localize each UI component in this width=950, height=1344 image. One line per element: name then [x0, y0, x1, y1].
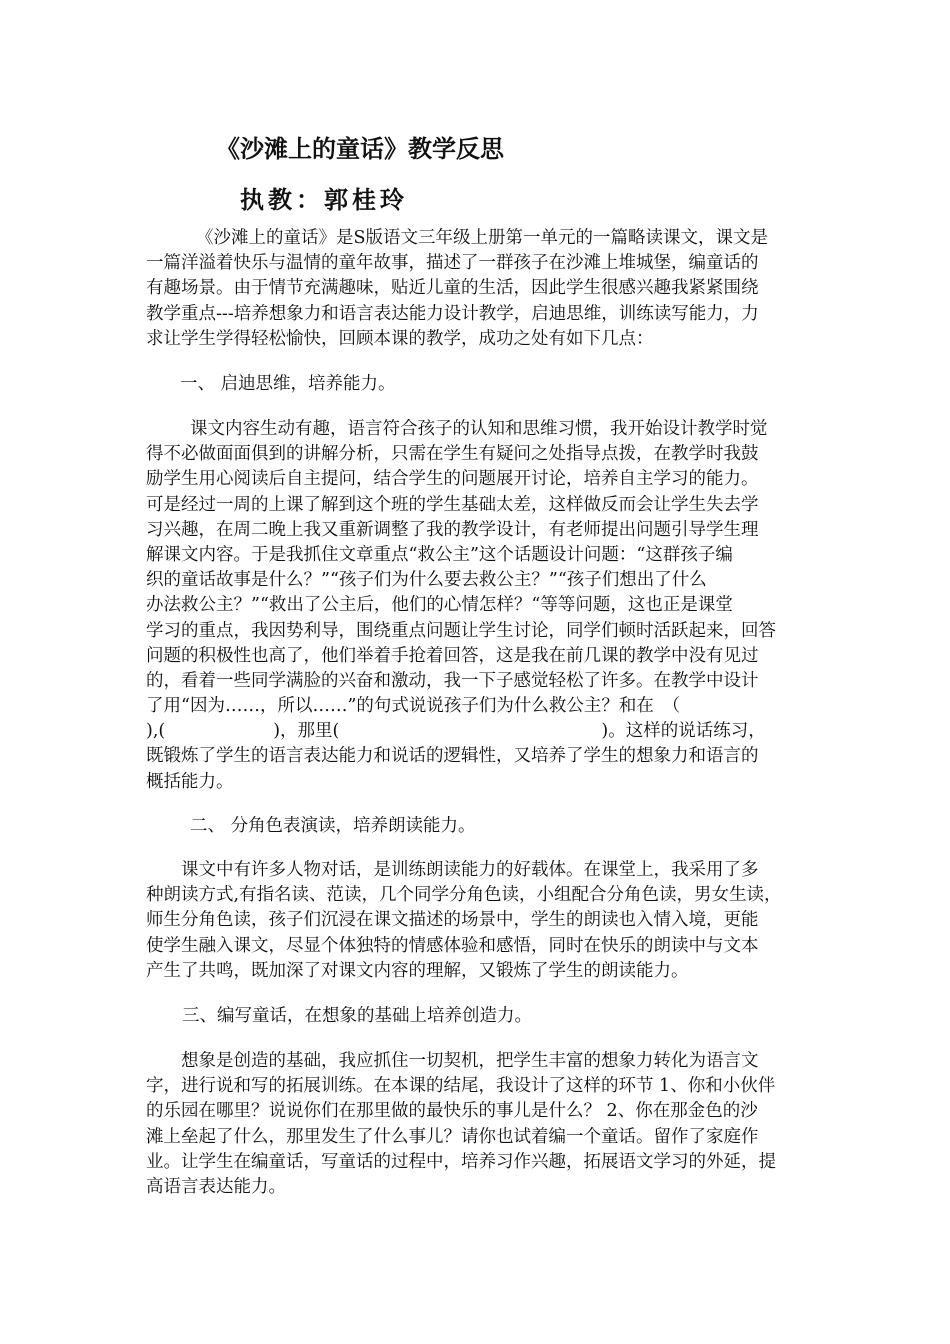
paragraph-line: 的，看着一些同学满脸的兴奋和激动，我一下子感觉轻松了许多。在教学中设计 — [146, 670, 759, 691]
paragraph-line: 可是经过一周的上课了解到这个班的学生基础太差，这样做反而会让学生失去学 — [146, 494, 759, 515]
fill-in-blank-line — [146, 719, 810, 744]
intro-paragraph — [146, 226, 810, 352]
paragraph-line: 一篇洋溢着快乐与温情的童年故事，描述了一群孩子在沙滩上堆城堡，编童话的 — [146, 253, 759, 274]
blank-segment: ),( — [146, 721, 166, 742]
paragraph-line: 产生了共鸣，既加深了对课文内容的理解，又锻炼了学生的朗读能力。 — [146, 960, 689, 981]
paragraph-line: 使学生融入课文，尽显个体独特的情感体验和感悟，同时在快乐的朗读中与文本 — [146, 935, 759, 956]
paragraph-line: 的乐园在哪里？说说你们在那里做的最快乐的事儿是什么？ 2、你在那金色的沙 — [146, 1101, 758, 1122]
section-heading-2: 二、 分角色表演读，培养朗读能力。 — [190, 816, 476, 836]
section-2-paragraph — [146, 858, 810, 984]
paragraph-line: 了用“因为……，所以……”的句式说说孩子们为什么救公主？和在 （ — [146, 696, 681, 717]
paragraph-line: 解课文内容。于是我抓住文章重点“救公主”这个话题设计问题：“这群孩子编 — [146, 544, 733, 565]
blank-segment: )，那里( — [273, 721, 340, 742]
paragraph-line: 问题的积极性也高了，他们举着手抢着回答，这是我在前几课的教学中没有见过 — [146, 645, 759, 666]
section-heading-3: 三、编写童话，在想象的基础上培养创造力。 — [182, 1006, 532, 1026]
paragraph-line: 《沙滩上的童话》是S版语文三年级上册第一单元的一篇略读课文，课文是 — [196, 228, 768, 248]
paragraph-line: 求让学生学得轻松愉快，回顾本课的教学，成功之处有如下几点： — [146, 328, 654, 349]
document-title: 《沙滩上的童话》教学反思 — [216, 135, 504, 163]
paragraph-line: 学习的重点，我因势利导，围绕重点问题让学生讨论，同学们顿时活跃起来，回答 — [146, 620, 776, 641]
paragraph-line: 既锻炼了学生的语言表达能力和说话的逻辑性，又培养了学生的想象力和语言的 — [146, 746, 759, 767]
section-3-paragraph — [146, 1049, 810, 1200]
paragraph-line: 高语言表达能力。 — [146, 1176, 286, 1197]
paragraph-line: 有趣场景。由于情节充满趣味，贴近儿童的生活，因此学生很感兴趣我紧紧围绕 — [146, 278, 759, 299]
section-1-paragraph — [146, 417, 810, 795]
paragraph-line: 励学生用心阅读后自主提问，结合学生的问题展开讨论，培养自主学习的能力。 — [146, 469, 759, 490]
paragraph-line: 得不必做面面俱到的讲解分析，只需在学生有疑问之处指导点拨，在教学时我鼓 — [146, 444, 759, 465]
blank-segment: )。这样的说话练习， — [601, 721, 766, 742]
paragraph-line: 滩上垒起了什么，那里发生了什么事儿？请你也试着编一个童话。留作了家庭作 — [146, 1126, 759, 1147]
paragraph-line: 办法救公主？”“救出了公主后，他们的心情怎样？“等等问题，这也正是课堂 — [146, 595, 733, 616]
paragraph-line: 织的童话故事是什么？”“孩子们为什么要去救公主？”“孩子们想出了什么 — [146, 570, 707, 591]
paragraph-line: 习兴趣，在周二晚上我又重新调整了我的教学设计，有老师提出问题引导学生理 — [146, 519, 759, 540]
paragraph-line: 教学重点---培养想象力和语言表达能力设计教学，启迪思维，训练读写能力，力 — [146, 303, 759, 324]
paragraph-line: 概括能力。 — [146, 771, 234, 792]
paragraph-line: 课文中有许多人物对话，是训练朗读能力的好载体。在课堂上，我采用了多 — [181, 860, 759, 880]
document-author: 执教：郭桂玲 — [240, 186, 408, 214]
paragraph-line: 想象是创造的基础，我应抓住一切契机，把学生丰富的想象力转化为语言文 — [181, 1051, 759, 1071]
paragraph-line: 种朗读方式,有指名读、范读，几个同学分角色读，小组配合分角色读，男女生读， — [146, 885, 782, 906]
paragraph-line: 师生分角色读，孩子们沉浸在课文描述的场景中，学生的朗读也入情入境，更能 — [146, 910, 759, 931]
paragraph-line: 课文内容生动有趣，语言符合孩子的认知和思维习惯，我开始设计教学时觉 — [190, 419, 768, 439]
section-heading-1: 一、 启迪思维，培养能力。 — [180, 374, 396, 394]
paragraph-line: 业。让学生在编童话，写童话的过程中，培养习作兴趣，拓展语文学习的外延，提 — [146, 1151, 776, 1172]
paragraph-line: 字，进行说和写的拓展训练。在本课的结尾，我设计了这样的环节 1、你和小伙伴 — [146, 1076, 776, 1097]
